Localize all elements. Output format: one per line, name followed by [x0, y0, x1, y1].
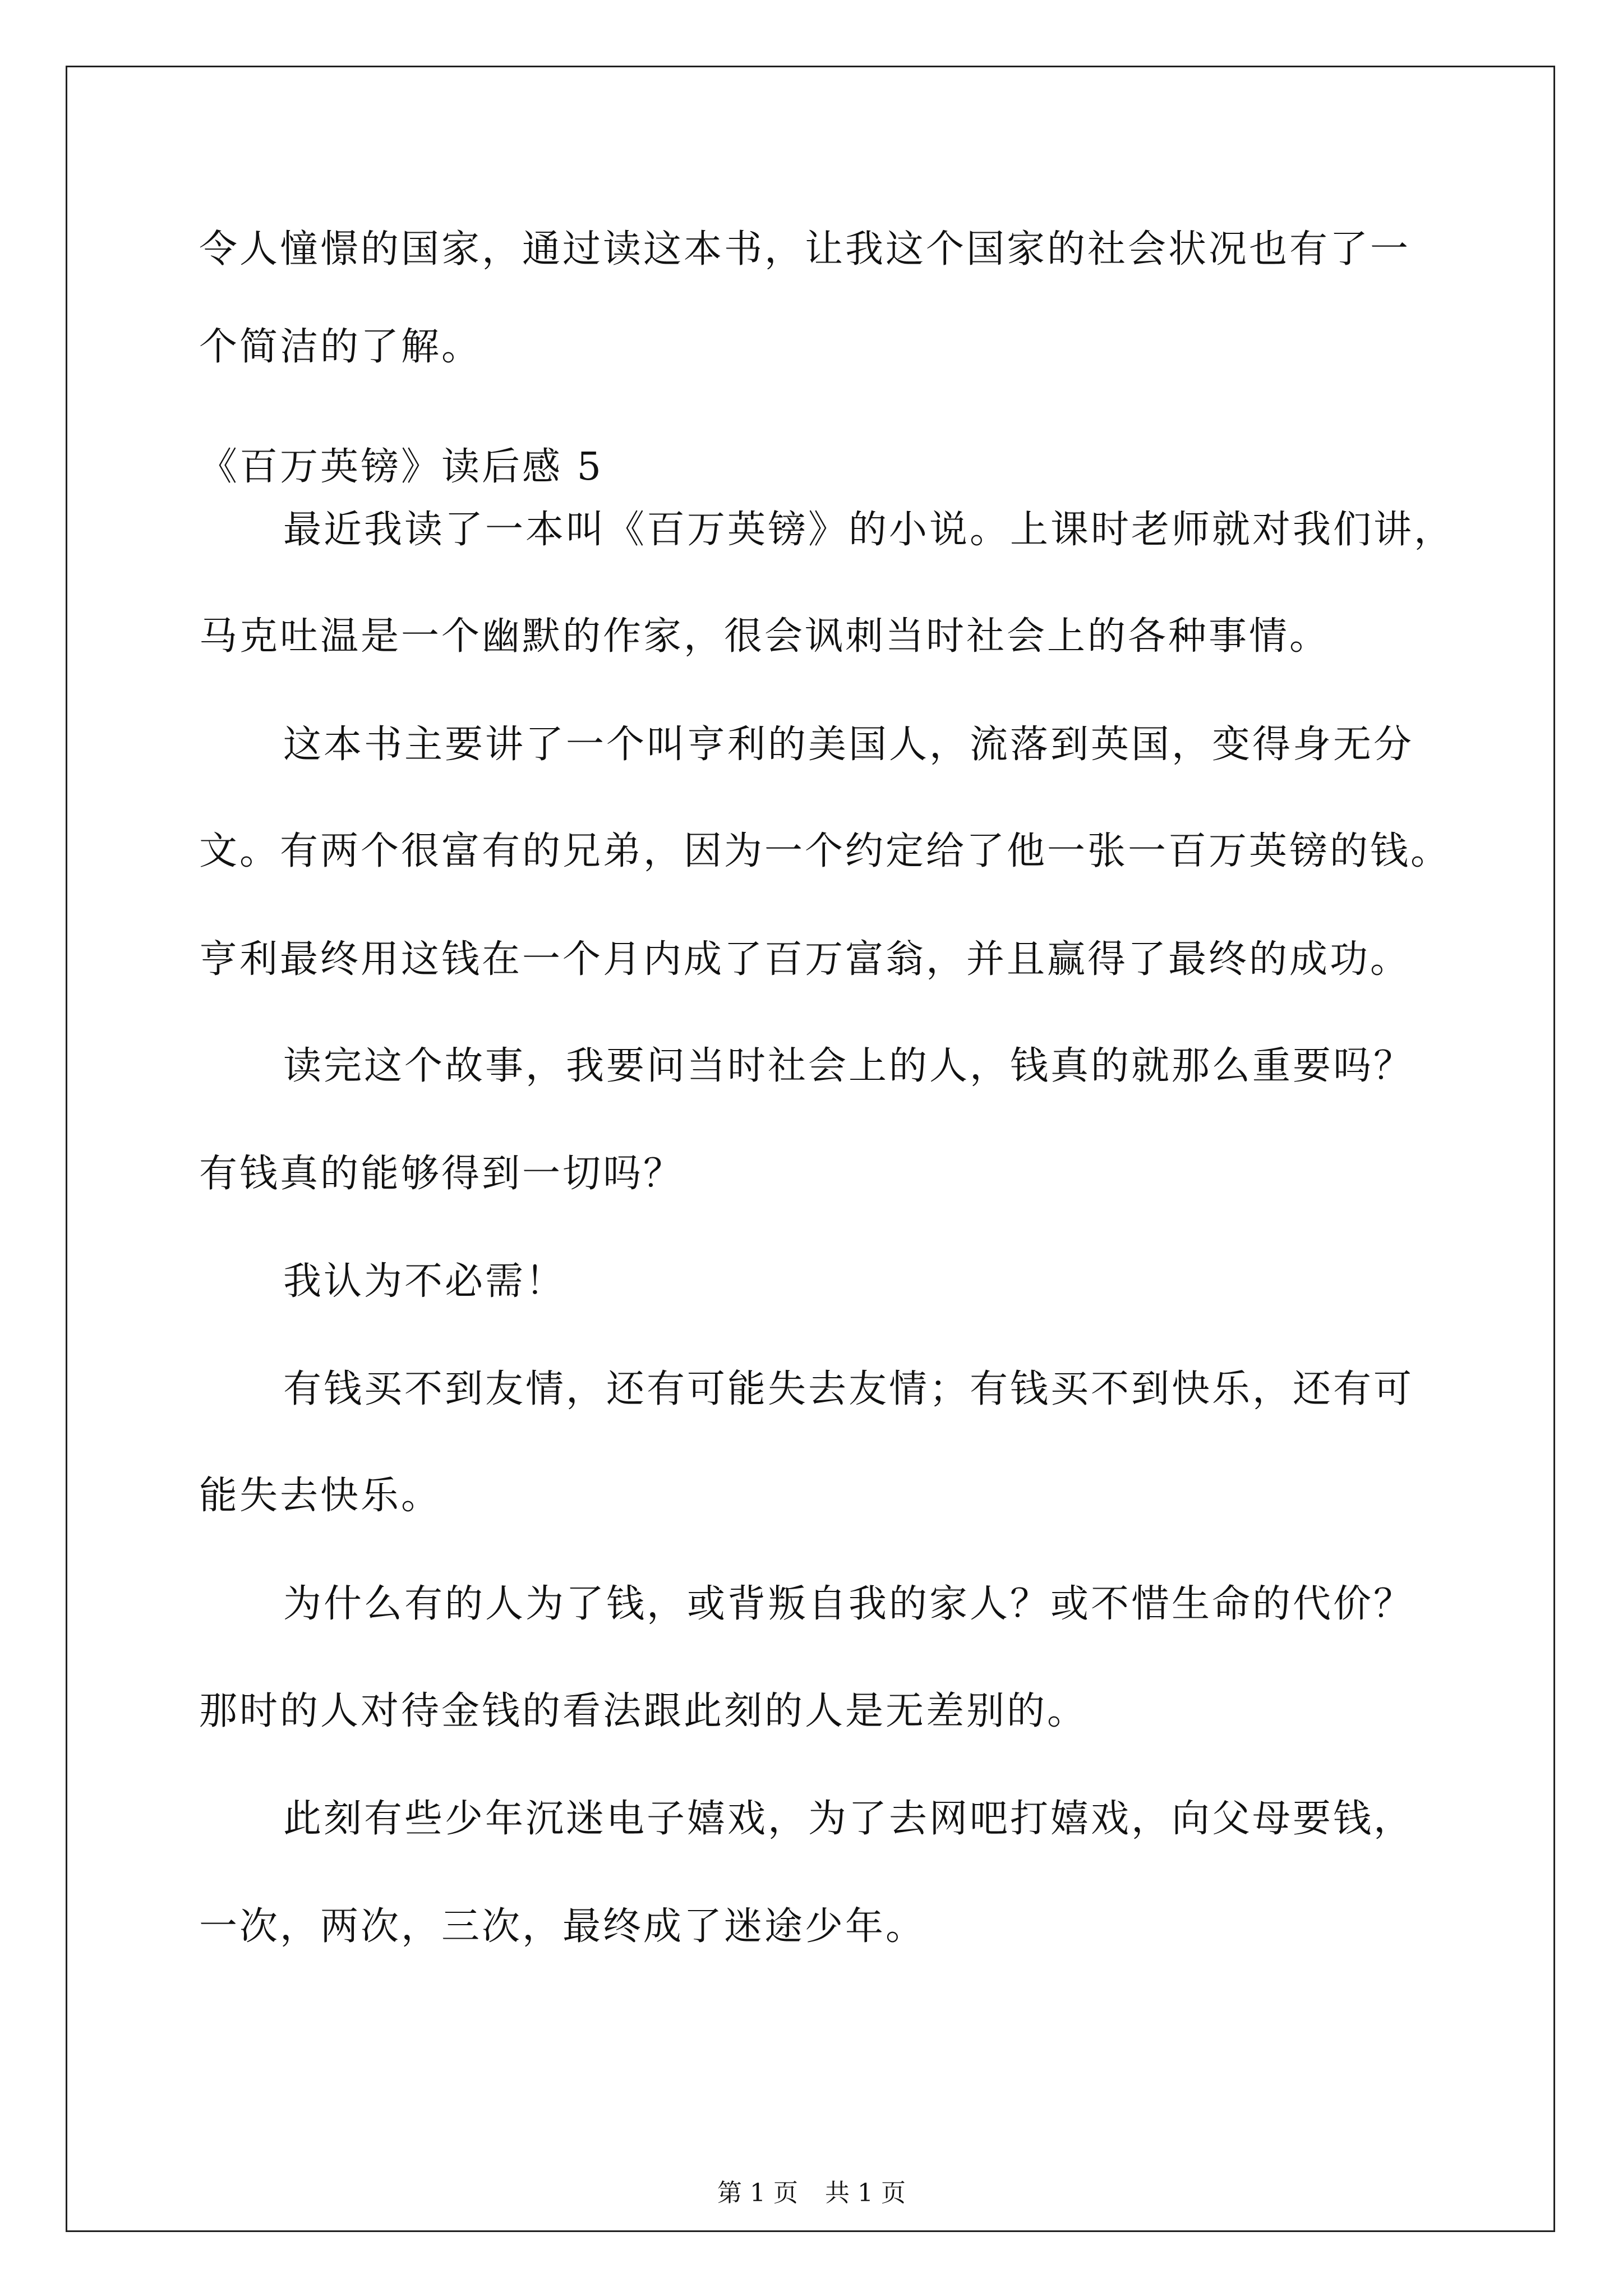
section-heading: 《百万英镑》读后感 5 [199, 445, 603, 489]
text-line: 令人憧憬的国家，通过读这本书，让我这个国家的社会状况也有了一 [199, 227, 1411, 272]
paragraph-line: 文。有两个很富有的兄弟，因为一个约定给了他一张一百万英镑的钱。 [199, 829, 1451, 873]
paragraph-line: 有钱真的能够得到一切吗？ [199, 1152, 684, 1196]
paragraph-line: 亨利最终用这钱在一个月内成了百万富翁，并且赢得了最终的成功。 [199, 937, 1411, 982]
paragraph-line: 最近我读了一本叫《百万英镑》的小说。上课时老师就对我们讲， [283, 508, 1455, 552]
page-footer [0, 2177, 1623, 2210]
paragraph-line: 那时的人对待金钱的看法跟此刻的人是无差别的。 [199, 1689, 1088, 1733]
page-total: 共 1 页 [825, 2179, 906, 2207]
paragraph-line: 有钱买不到友情，还有可能失去友情；有钱买不到快乐，还有可 [283, 1367, 1414, 1411]
paragraph-line: 我认为不必需！ [283, 1259, 566, 1304]
paragraph-line: 一次，两次，三次，最终成了迷途少年。 [199, 1904, 926, 1949]
text-line: 个简洁的了解。 [199, 325, 482, 369]
paragraph-line: 能失去快乐。 [199, 1474, 442, 1518]
paragraph-line: 为什么有的人为了钱，或背叛自我的家人？或不惜生命的代价？ [283, 1582, 1414, 1626]
paragraph-line: 这本书主要讲了一个叫亨利的美国人，流落到英国，变得身无分 [283, 723, 1414, 767]
paragraph-line: 马克吐温是一个幽默的作家，很会讽刺当时社会上的各种事情。 [199, 614, 1330, 659]
page-number: 第 1 页 [717, 2179, 798, 2207]
paragraph-line: 读完这个故事，我要问当时社会上的人，钱真的就那么重要吗？ [283, 1044, 1414, 1088]
paragraph-line: 此刻有些少年沉迷电子嬉戏，为了去网吧打嬉戏，向父母要钱， [283, 1797, 1414, 1841]
